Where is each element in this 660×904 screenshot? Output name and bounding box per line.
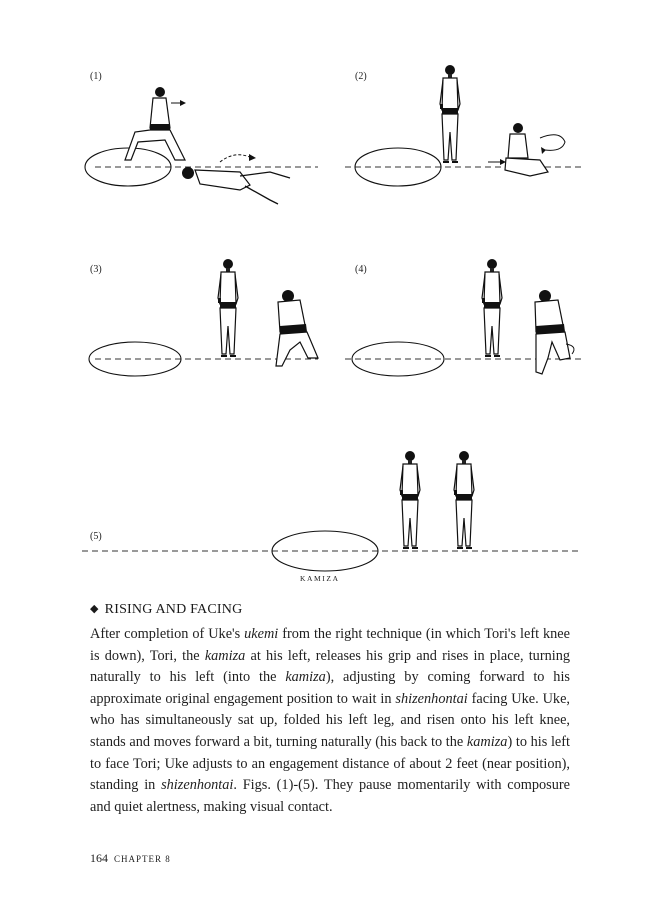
chapter-label: CHAPTER 8 bbox=[114, 854, 171, 864]
figure-4-drawing bbox=[482, 259, 574, 374]
figure-label-5: (5) bbox=[90, 531, 102, 542]
paragraph-text: . Figs. (1)-(5). They pause momentarily with composure and quiet alertness, making visual contact. bbox=[90, 777, 571, 815]
body-paragraph bbox=[90, 624, 570, 818]
kamiza-label: KAMIZA bbox=[300, 574, 340, 583]
paragraph-text: ), adjusting by coming forward to his approximate original engagement position to wait in bbox=[90, 669, 570, 707]
section-heading bbox=[90, 602, 242, 618]
paragraph-text: at his left, releases his grip and rises in place, turning naturally to his left (into the bbox=[90, 647, 571, 686]
italic-term: ukemi bbox=[244, 626, 279, 642]
figure-label-3: (3) bbox=[90, 264, 102, 275]
paragraph-text: ) to his left to face Tori; Uke adjusts to an engagement distance of about 2 feet (near position), standing in bbox=[90, 733, 571, 794]
italic-term: shizenhontai bbox=[395, 690, 468, 707]
italic-term: kamiza bbox=[466, 733, 508, 750]
figure-2-drawing bbox=[440, 65, 565, 176]
figure-5-drawing bbox=[400, 451, 474, 548]
figure-label-1: (1) bbox=[90, 71, 102, 82]
italic-term: shizenhontai bbox=[161, 777, 234, 794]
figure-label-2: (2) bbox=[355, 71, 367, 82]
italic-term: kamiza bbox=[285, 669, 326, 686]
page-number: 164 bbox=[90, 851, 108, 865]
figure-1-drawing bbox=[125, 87, 290, 204]
paragraph-text: from the right technique (in which Tori's left knee is down), Tori, the bbox=[90, 626, 570, 664]
section-heading-text: RISING AND FACING bbox=[104, 602, 243, 617]
page-footer bbox=[90, 851, 171, 866]
paragraph-text: After completion of Uke's bbox=[90, 626, 245, 642]
italic-term: kamiza bbox=[204, 647, 246, 664]
figure-label-4: (4) bbox=[355, 264, 367, 275]
figure-3-drawing bbox=[218, 259, 318, 366]
paragraph-text: facing Uke. Uke, who has simultaneously sat up, folded his left leg, and risen onto his left knee, stands and moves forward a bit, turning naturally (his back to the bbox=[90, 690, 570, 750]
diamond-bullet-icon: ◆ bbox=[90, 603, 99, 615]
